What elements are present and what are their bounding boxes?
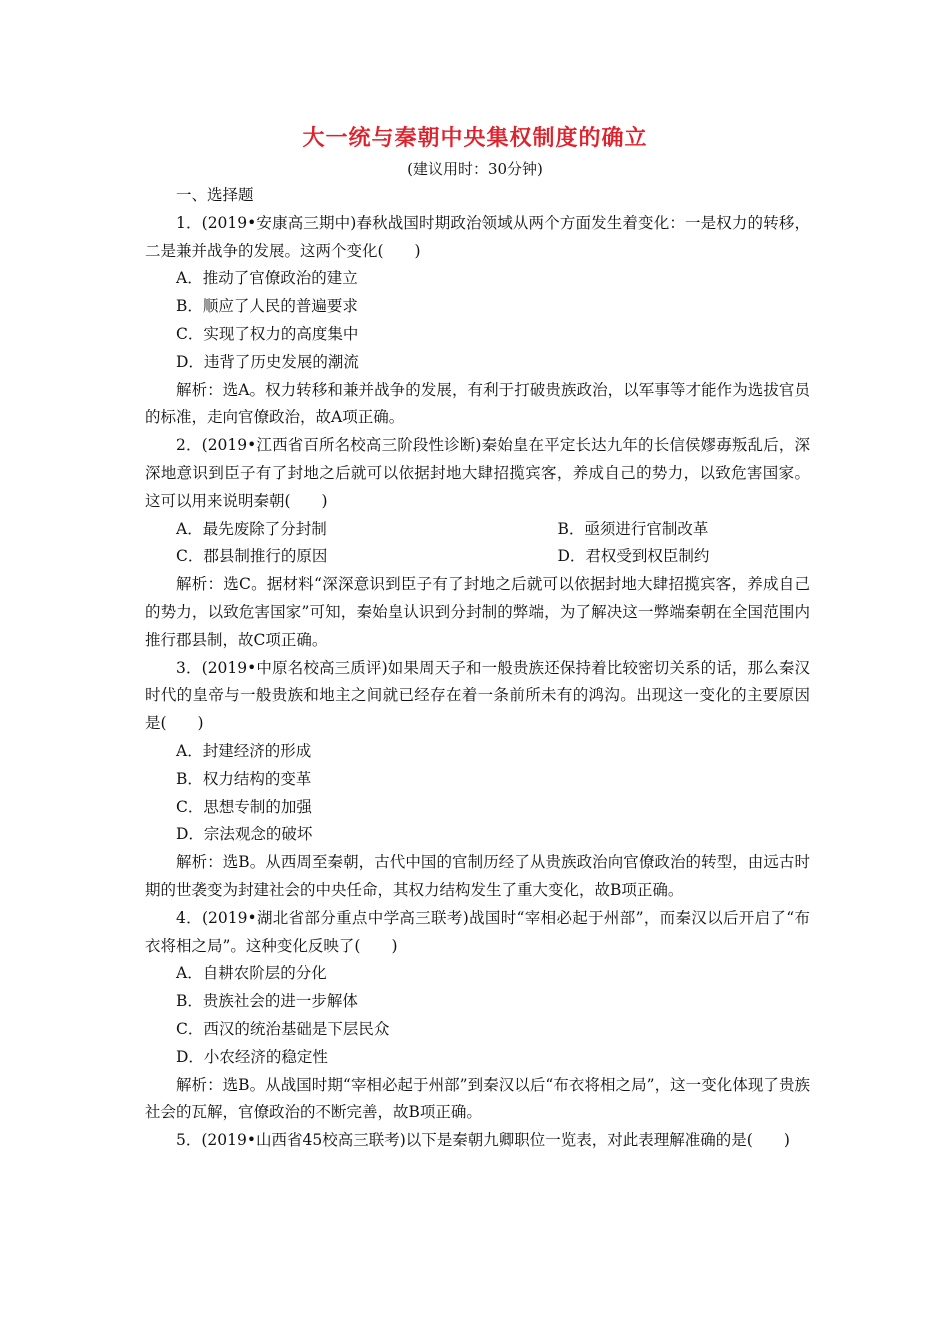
question-2-option-a: A．最先废除了分封制 [176,519,327,538]
time-suggestion: (建议用时：30分钟) [407,160,543,178]
question-1-analysis: 解析：选A。权力转移和兼并战争的发展，有利于打破贵族政治，以军事等才能作为选拔官员的标准，走向官僚政治，故A项正确。 [145,380,810,427]
question-1-option-a: A．推动了官僚政治的建立 [176,269,358,288]
question-4-option-b: B．贵族社会的进一步解体 [176,992,358,1011]
question-2-stem: 2．(2019•江西省百所名校高三阶段性诊断)秦始皇在平定长达九年的长信侯嫪毐叛乱后，深深地意识到臣子有了封地之后就可以依据封地大肆招揽宾客，养成自己的势力，以致危害国家。这可以用来说明秦朝( ) [145,436,810,510]
question-4-option-c: C．西汉的统治基础是下层民众 [176,1019,390,1038]
question-5-stem: 5．(2019•山西省45校高三联考)以下是秦朝九卿职位一览表，对此表理解准确的是( ) [176,1131,790,1150]
question-1-stem: 1．(2019•安康高三期中)春秋战国时期政治领域从两个方面发生着变化：一是权力的转移，二是兼并战争的发展。这两个变化( ) [145,213,810,260]
question-3-option-a: A．封建经济的形成 [176,741,312,760]
question-2-option-c: C．郡县制推行的原因 [176,547,328,566]
question-4-stem: 4．(2019•湖北省部分重点中学高三联考)战国时“宰相必起于州部”，而秦汉以后开启了“布衣将相之局”。这种变化反映了( ) [145,908,810,955]
question-3-option-c: C．思想专制的加强 [176,797,312,816]
question-4-option-a: A．自耕农阶层的分化 [176,964,327,983]
question-4-option-d: D．小农经济的稳定性 [176,1047,328,1066]
document-body [145,182,810,1155]
question-1-option-b: B．顺应了人民的普遍要求 [176,297,358,316]
question-3-option-b: B．权力结构的变革 [176,769,312,788]
document-title: 大一统与秦朝中央集权制度的确立 [302,126,648,151]
question-2-analysis: 解析：选C。据材料“深深意识到臣子有了封地之后就可以依据封地大肆招揽宾客，养成自己的势力，以致危害国家”可知，秦始皇认识到分封制的弊端，为了解决这一弊端秦朝在全国范围内推行郡县制，故C项正确。 [145,575,810,649]
question-2-options-row-1 [145,516,810,544]
question-1-option-c: C．实现了权力的高度集中 [176,324,359,343]
question-2-options-row-2 [145,543,810,571]
question-2-option-b: B．亟须进行官制改革 [557,519,709,538]
question-3-option-d: D．宗法观念的破坏 [176,825,313,844]
section-heading: 一、选择题 [176,186,254,204]
question-2-option-d: D．君权受到权臣制约 [557,547,710,566]
question-3-stem: 3．(2019•中原名校高三质评)如果周天子和一般贵族还保持着比较密切关系的话，那么秦汉时代的皇帝与一般贵族和地主之间就已经存在着一条前所未有的鸿沟。出现这一变化的主要原因是( ) [145,658,810,733]
question-3-analysis: 解析：选B。从西周至秦朝，古代中国的官制历经了从贵族政治向官僚政治的转型，由远古时期的世袭变为封建社会的中央任命，其权力结构发生了重大变化，故B项正确。 [145,853,810,899]
question-4-analysis: 解析：选B。从战国时期“宰相必起于州部”到秦汉以后“布衣将相之局”，这一变化体现了贵族社会的瓦解，官僚政治的不断完善，故B项正确。 [145,1075,810,1122]
question-1-option-d: D．违背了历史发展的潮流 [176,352,359,371]
